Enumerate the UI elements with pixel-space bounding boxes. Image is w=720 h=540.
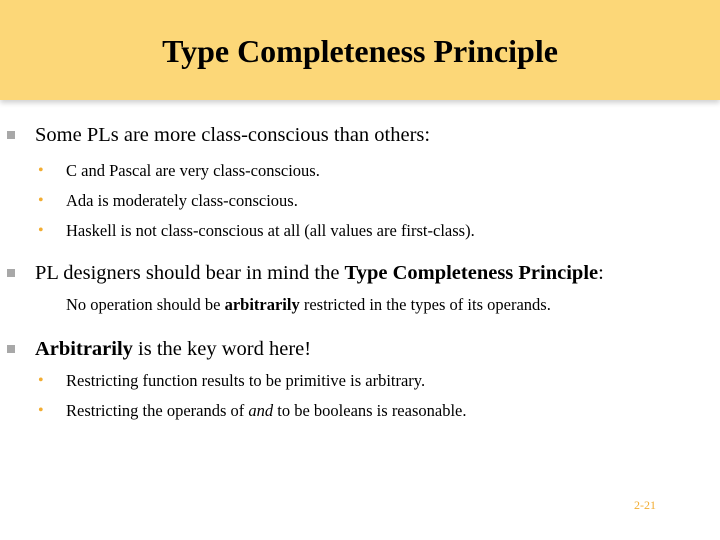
title-bar: [0, 0, 720, 100]
dot-bullet-icon: •: [38, 162, 44, 179]
principle-name: Type Completeness Principle: [344, 262, 599, 284]
dot-bullet-icon: •: [38, 372, 44, 389]
sub-bullet-text: Ada is moderately class-conscious.: [66, 191, 298, 210]
sub-bullet-text: [66, 400, 466, 422]
bullet-text-suffix: :: [598, 262, 604, 284]
sub-bullet-text: Restricting function results to be primitive is arbitrary.: [66, 371, 426, 390]
dot-bullet-icon: •: [38, 402, 44, 419]
principle-keyword: arbitrarily: [224, 295, 300, 314]
keyword-arbitrarily: Arbitrarily: [35, 338, 133, 360]
dot-bullet-icon: •: [38, 192, 44, 209]
bullet-text-prefix: PL designers should bear in mind the: [35, 262, 345, 284]
bullet-text: [35, 336, 311, 362]
square-bullet-icon: [7, 131, 15, 139]
principle-statement: [66, 294, 551, 316]
principle-suffix: restricted in the types of its operands.: [299, 295, 551, 314]
page-number: 2-21: [634, 498, 656, 512]
sub-bullet-prefix: Restricting the operands of: [66, 401, 249, 420]
square-bullet-icon: [7, 345, 15, 353]
sub-bullet-text: C and Pascal are very class-conscious.: [66, 161, 320, 180]
bullet-text-suffix: is the key word here!: [132, 338, 312, 360]
principle-prefix: No operation should be: [66, 295, 225, 314]
bullet-text: [35, 260, 604, 286]
bullet-text: Some PLs are more class-conscious than others:: [35, 124, 431, 146]
sub-bullet-text: Haskell is not class-conscious at all (all values are first-class).: [66, 221, 475, 240]
dot-bullet-icon: •: [38, 222, 44, 239]
slide-title: Type Completeness Principle: [162, 33, 558, 69]
keyword-and: and: [248, 401, 274, 420]
sub-bullet-suffix: to be booleans is reasonable.: [273, 401, 467, 420]
square-bullet-icon: [7, 269, 15, 277]
